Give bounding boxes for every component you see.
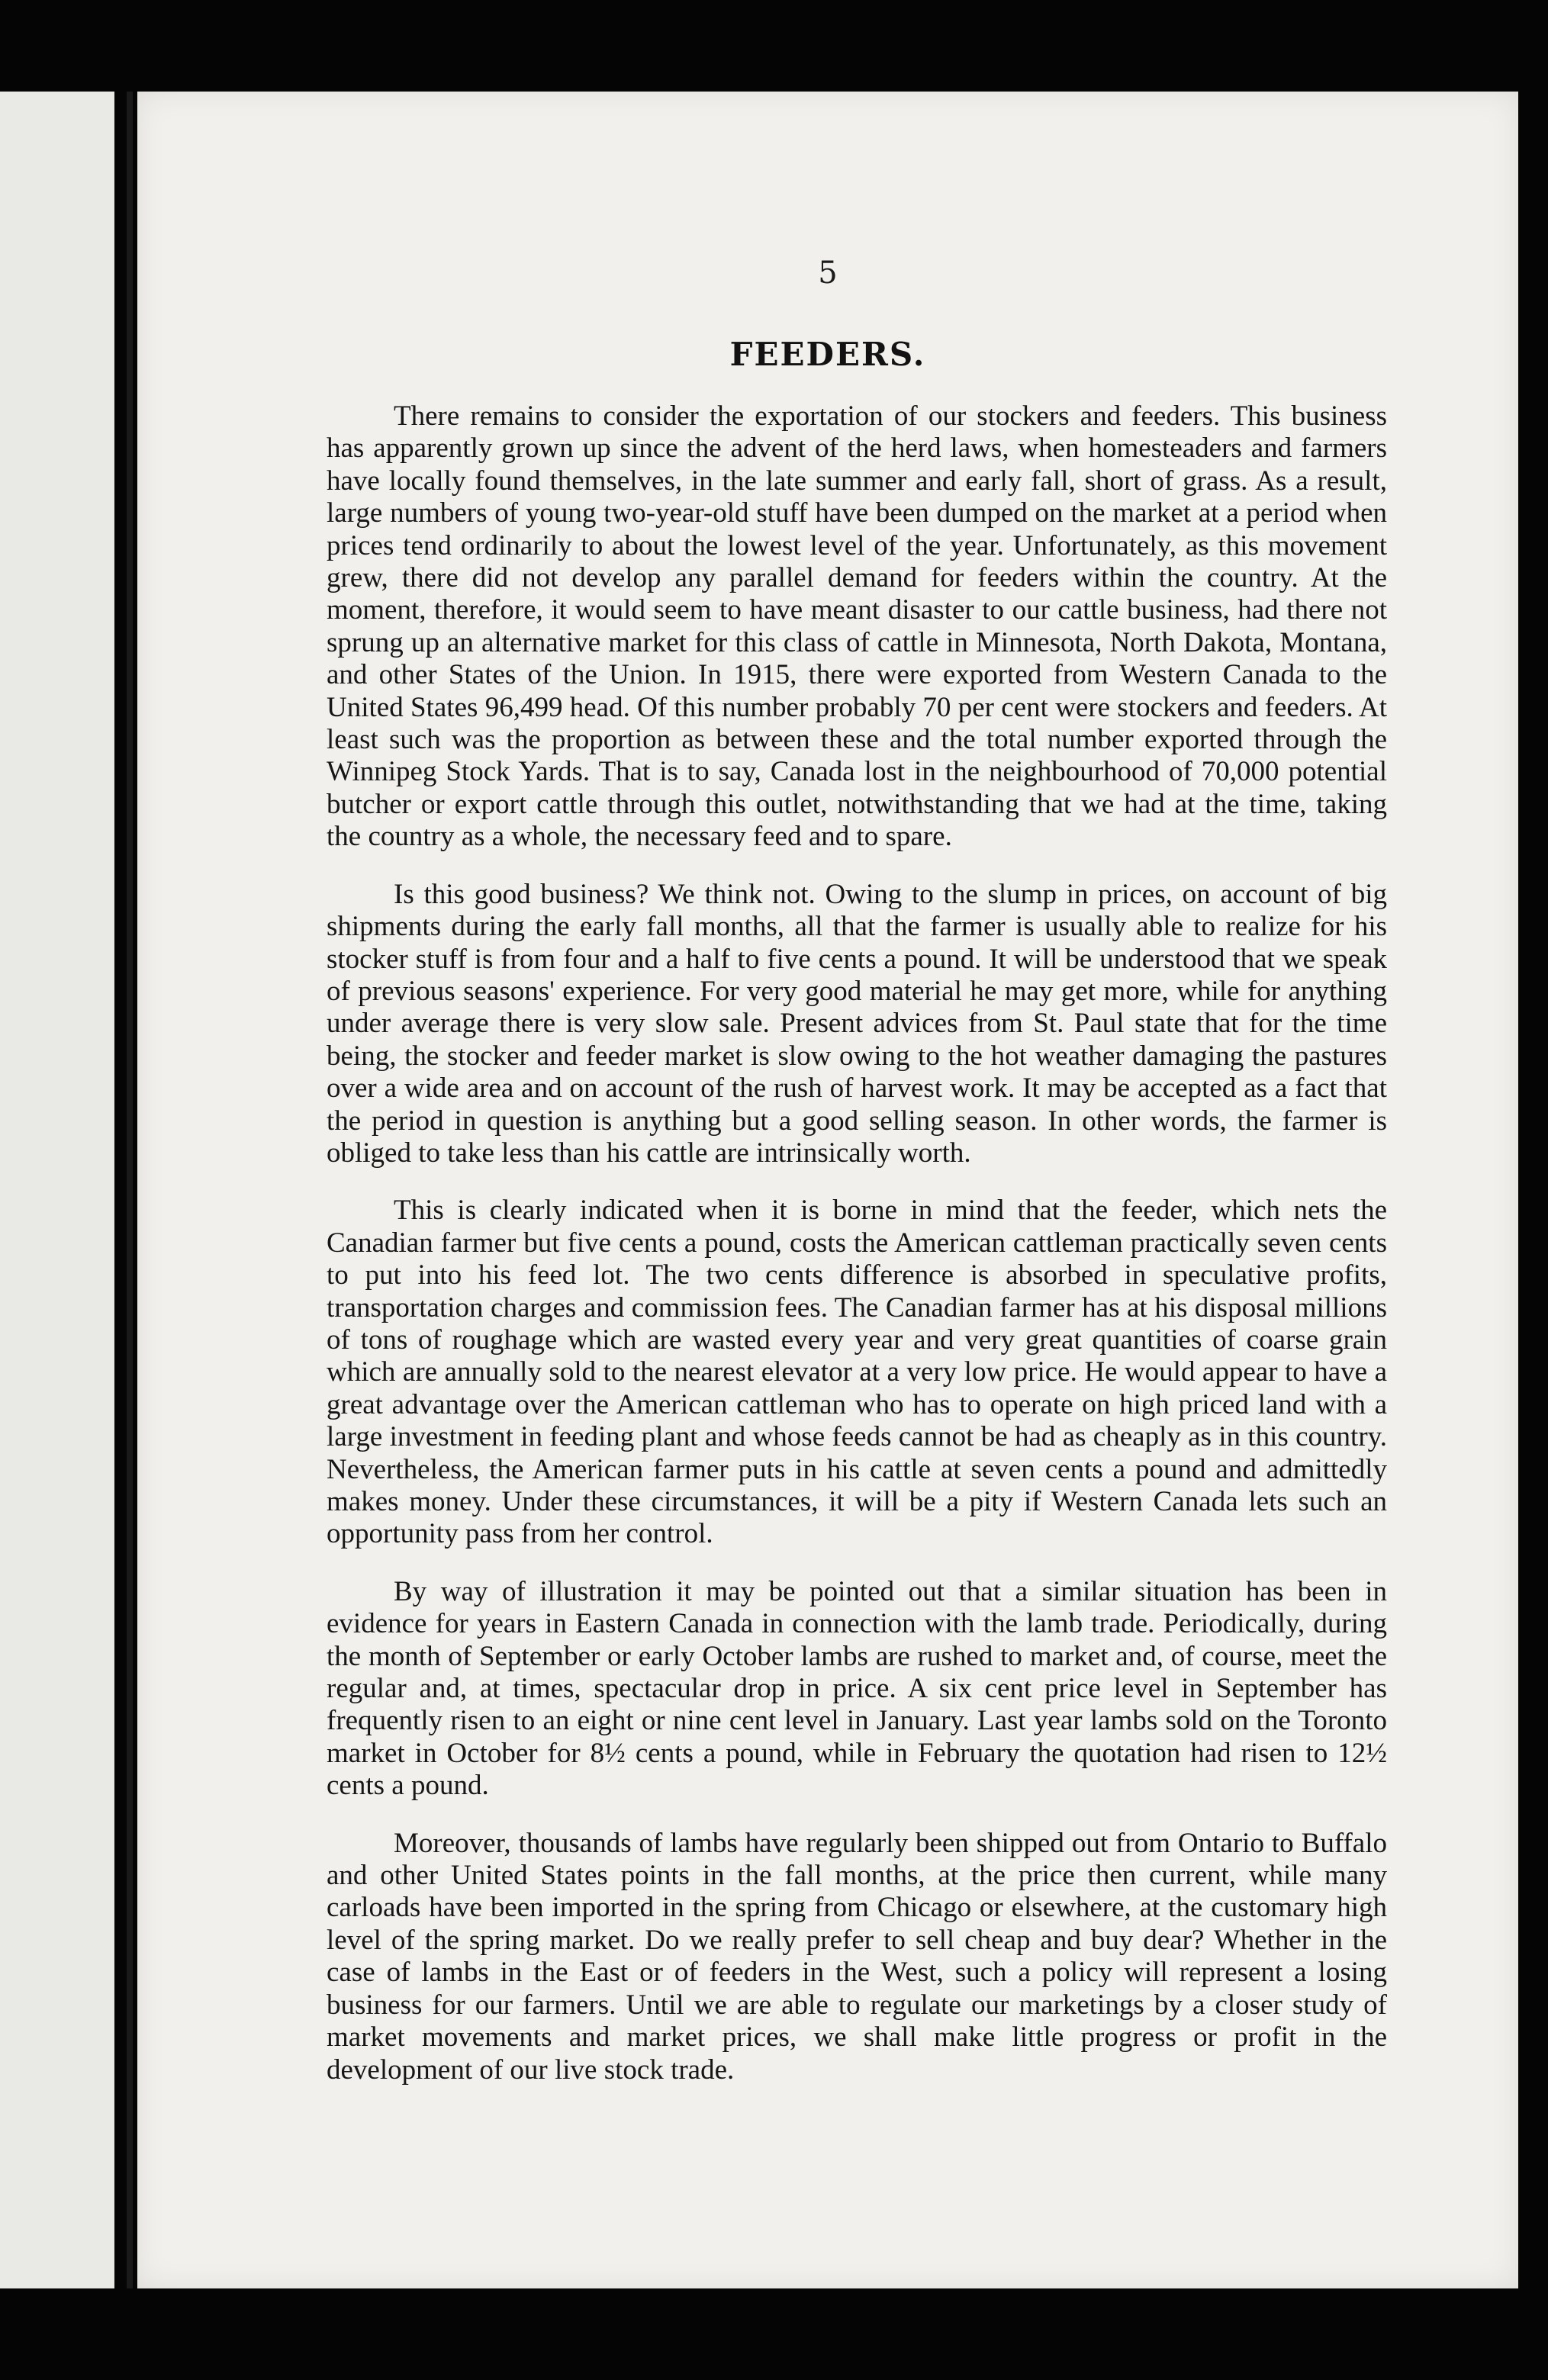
- page-gutter-line: [127, 92, 133, 2288]
- previous-page-edge: [0, 92, 114, 2288]
- page-number: 5: [818, 256, 838, 291]
- paragraph-marketing-policy: Moreover, thousands of lambs have regularly been shipped out from Ontario to Buffalo and other United States points in the fall months, at the price then current, while many carloads have been imported in the spring from Chicago or elsewhere, at the customary high level of the spring market. Do we really prefer to sell cheap and buy dear? Whether in the case of lambs in the East or of feeders in the West, such a policy will represent a losing business for our farmers. Until we are able to regulate our marketings by a closer study of market movements and market prices, we shall make little progress or profit in the development of our live stock trade.: [327, 1827, 1387, 2086]
- section-heading: FEEDERS.: [729, 336, 926, 373]
- document-page: [137, 92, 1518, 2288]
- paragraph-exportation: There remains to consider the exportation of our stockers and feeders. This business has apparently grown up since the advent of the herd laws, when homesteaders and farmers have locally found themselves, in the late summer and early fall, short of grass. As a result, large numbers of young two-year-old stuff have been dumped on the market at a period when prices tend ordinarily to about the lowest level of the year. Unfortunately, as this movement grew, there did not develop any parallel demand for feeders within the country. At the moment, therefore, it would seem to have meant disaster to our cattle business, had there not sprung up an alternative market for this class of cattle in Minnesota, North Dakota, Montana, and other States of the Union. In 1915, there were exported from Western Canada to the United States 96,499 head. Of this number probably 70 per cent were stockers and feeders. At least such was the proportion as between these and the total number exported through the Winnipeg Stock Yards. That is to say, Canada lost in the neighbourhood of 70,000 potential butcher or export cattle through this outlet, notwithstanding that we had at the time, taking the country as a whole, the necessary feed and to spare.: [327, 400, 1387, 853]
- paragraph-good-business: Is this good business? We think not. Owing to the slump in prices, on account of big shipments during the early fall months, all that the farmer is usually able to realize for his stocker stuff is from four and a half to five cents a pound. It will be understood that we speak of previous seasons' experience. For very good material he may get more, while for anything under average there is very slow sale. Present advices from St. Paul state that for the time being, the stocker and feeder market is slow owing to the hot weather damaging the pastures over a wide area and on account of the rush of harvest work. It may be accepted as a fact that the period in question is anything but a good selling season. In other words, the farmer is obliged to take less than his cattle are intrinsically worth.: [327, 878, 1387, 1169]
- article-body: [327, 400, 1387, 2086]
- paragraph-feeder-costs: This is clearly indicated when it is borne in mind that the feeder, which nets the Canadian farmer but five cents a pound, costs the American cattleman practically seven cents to put into his feed lot. The two cents difference is absorbed in speculative profits, transportation charges and commission fees. The Canadian farmer has at his disposal millions of tons of roughage which are wasted every year and very great quantities of coarse grain which are annually sold to the nearest elevator at a very low price. He would appear to have a great advantage over the American cattleman who has to operate on high priced land with a large investment in feeding plant and whose feeds cannot be had as cheaply as in this country. Nevertheless, the American farmer puts in his cattle at seven cents a pound and admittedly makes money. Under these circumstances, it will be a pity if Western Canada lets such an opportunity pass from her control.: [327, 1195, 1387, 1550]
- paragraph-lamb-trade: By way of illustration it may be pointed out that a similar situation has been in evidence for years in Eastern Canada in connection with the lamb trade. Periodically, during the month of September or early October lambs are rushed to market and, of course, meet the regular and, at times, spectacular drop in price. A six cent price level in September has frequently risen to an eight or nine cent level in January. Last year lambs sold on the Toronto market in October for 8½ cents a pound, while in February the quotation had risen to 12½ cents a pound.: [327, 1575, 1387, 1802]
